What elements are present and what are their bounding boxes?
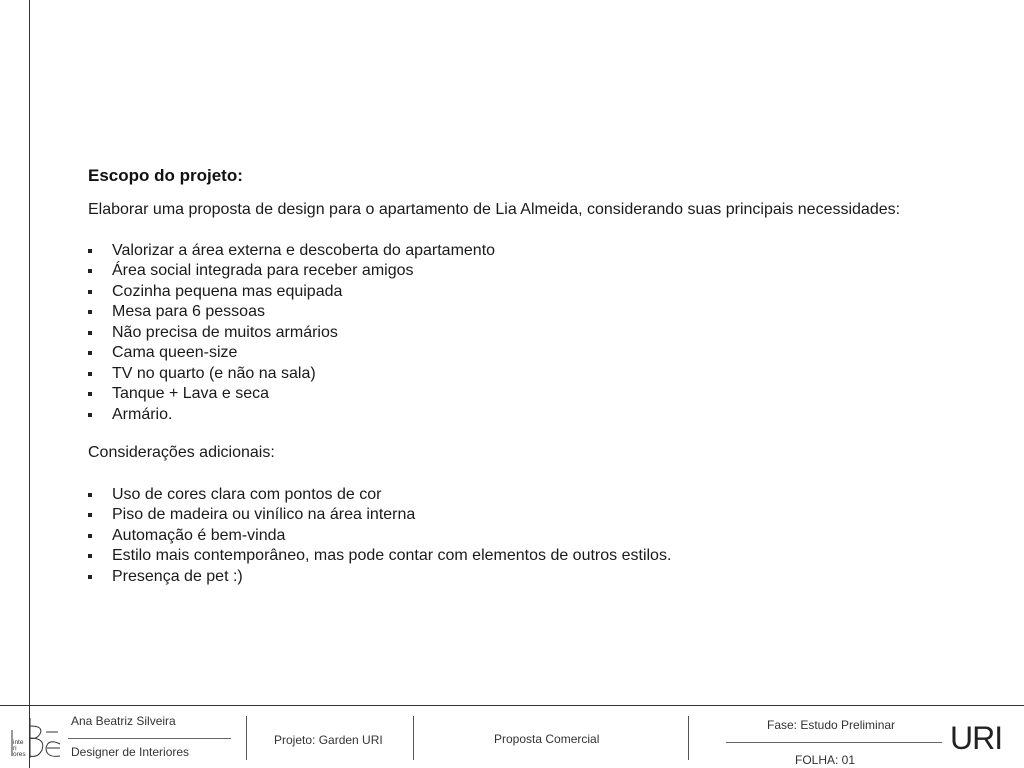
list-item: Automação é bem-vinda <box>88 526 948 547</box>
bullet-icon <box>88 372 92 376</box>
proposal-label: Proposta Comercial <box>494 732 600 746</box>
footer-separator <box>246 716 247 760</box>
margin-line <box>29 0 30 768</box>
svg-text:ores: ores <box>13 751 26 758</box>
list-item: Cama queen-size <box>88 343 948 364</box>
svg-text:ri: ri <box>13 745 17 752</box>
sheet-number: FOLHA: 01 <box>795 753 856 767</box>
bullet-icon <box>88 493 92 497</box>
footer-rule <box>726 742 942 743</box>
bullet-icon <box>88 513 92 517</box>
needs-list <box>88 241 948 426</box>
list-item: Valorizar a área externa e descoberta do apartamento <box>88 241 948 262</box>
bullet-icon <box>88 290 92 294</box>
list-item: Armário. <box>88 405 948 426</box>
designer-name: Ana Beatriz Silveira <box>71 714 176 728</box>
bullet-icon <box>88 351 92 355</box>
phase-label: Fase: Estudo Preliminar <box>767 718 896 732</box>
project-code: URI <box>950 720 1003 756</box>
bullet-icon <box>88 534 92 538</box>
list-item: TV no quarto (e não na sala) <box>88 364 948 385</box>
footer-rule <box>68 738 231 739</box>
designer-role: Designer de Interiores <box>71 745 190 759</box>
bullet-icon <box>88 575 92 579</box>
svg-text:inte: inte <box>13 739 24 746</box>
footer-divider <box>0 705 1024 706</box>
bullet-icon <box>88 249 92 253</box>
list-item: Estilo mais contemporâneo, mas pode contar com elementos de outros estilos. <box>88 546 948 567</box>
list-item: Uso de cores clara com pontos de cor <box>88 485 948 506</box>
list-item: Tanque + Lava e seca <box>88 384 948 405</box>
designer-logo <box>8 716 64 762</box>
bullet-icon <box>88 554 92 558</box>
bullet-icon <box>88 269 92 273</box>
document-body <box>88 166 948 587</box>
footer-separator <box>413 716 414 760</box>
bullet-icon <box>88 331 92 335</box>
footer-separator <box>688 716 689 760</box>
project-name: Projeto: Garden URI <box>274 733 383 747</box>
list-item: Área social integrada para receber amigos <box>88 261 948 282</box>
additional-heading: Considerações adicionais: <box>88 444 275 461</box>
list-item: Mesa para 6 pessoas <box>88 302 948 323</box>
bullet-icon <box>88 413 92 417</box>
list-item: Presença de pet :) <box>88 567 948 588</box>
bullet-icon <box>88 310 92 314</box>
list-item: Não precisa de muitos armários <box>88 323 948 344</box>
list-item: Cozinha pequena mas equipada <box>88 282 948 303</box>
page-title: Escopo do projeto: <box>88 166 243 185</box>
additional-list <box>88 485 948 588</box>
list-item: Piso de madeira ou vinílico na área interna <box>88 505 948 526</box>
intro-paragraph: Elaborar uma proposta de design para o apartamento de Lia Almeida, considerando suas principais necessidades: <box>88 201 901 218</box>
bullet-icon <box>88 392 92 396</box>
